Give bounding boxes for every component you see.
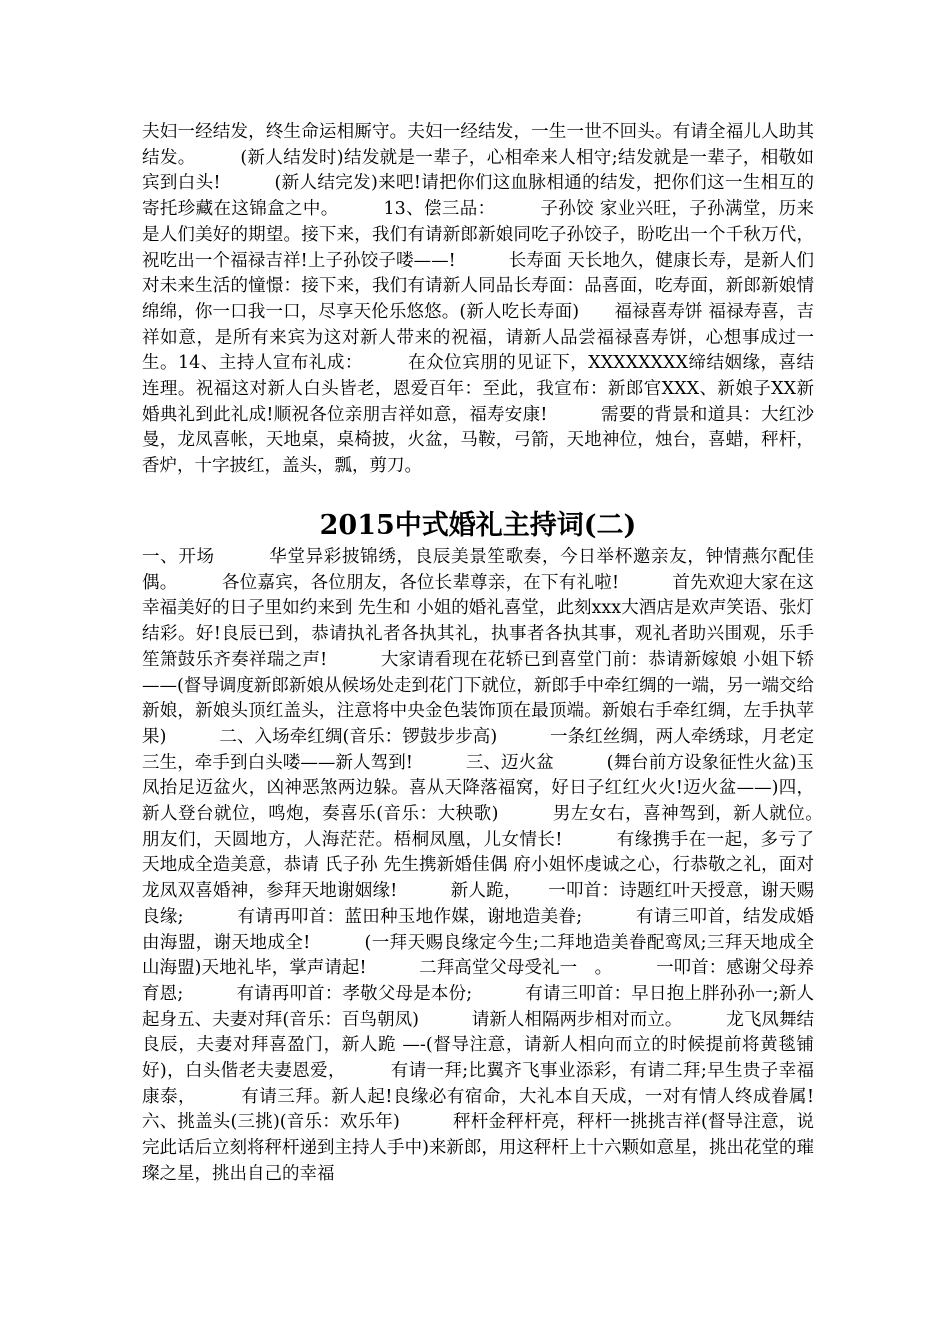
paragraph-ceremony-script-two: 一、开场 华堂异彩披锦绣，良辰美景笙歌奏，今日举杯邀亲友，钟情燕尔配佳偶。 各位嘉宾，各位朋友，各位长辈尊亲，在下有礼啦! 首先欢迎大家在这幸福美好的日子里如约来到 先生和 小姐的婚礼喜堂，此刻xxx大酒店是欢声笑语、张灯结彩。好!良辰已到，恭请执礼者各执其礼，执事者各执其事，观礼者助兴围观，乐手笙箫鼓乐齐奏祥瑞之声! 大家请看现在花轿已到喜堂门前：恭请新嫁娘 小姐下轿——(督导调度新郎新娘从候场处走到花门下就位，新郎手中牵红绸的一端，另一端交给新娘，新娘头顶红盖头，注意将中央金色装饰顶在最顶端。新娘右手牵红绸，左手执苹果) 二、入场牵红绸(音乐：锣鼓步步高) 一条红丝绸，两人牵绣球，月老定三生，牵手到白头喽——新人驾到! 三、迈火盆 (舞台前方设象征性火盆)玉凤抬足迈盆火，凶神恶煞两边躲。喜从天降落福窝，好日子红红火火!迈火盆——)四，新人登台就位，鸣炮，奏喜乐(音乐：大秧歌) 男左女右，喜神驾到，新人就位。 朋友们，天圆地方，人海茫茫。梧桐凤凰，儿女情长! 有缘携手在一起，多亏了天地成全造美意，恭请 氏子孙 先生携新婚佳偶 府小姐怀虔诚之心，行恭敬之礼，面对龙凤双喜婚神，参拜天地谢姻缘! 新人跪， 一叩首：诗题红叶天授意，谢天赐良缘; 有请再叩首：蓝田种玉地作媒，谢地造美眷; 有请三叩首，结发成婚由海盟，谢天地成全! (一拜天赐良缘定今生;二拜地造美眷配鸾凤;三拜天地成全山海盟)天地礼毕，掌声请起! 二拜高堂父母受礼一 。 一叩首：感谢父母养育恩; 有请再叩首：孝敬父母是本份; 有请三叩首：早日抱上胖孙孙一;新人起身五、夫妻对拜(音乐：百鸟朝凤) 请新人相隔两步相对而立。 龙飞凤舞结良辰，夫妻对拜喜盈门，新人跪 —-(督导注意，请新人相向而立的时候提前将黄毯铺好)，白头偕老夫妻恩爱， 有请一拜;比翼齐飞事业添彩，有请二拜;早生贵子幸福康泰， 有请三拜。新人起!良缘必有宿命，大礼本自天成，一对有情人终成眷属! 六、挑盖头(三挑)(音乐：欢乐年) 秤杆金秤杆亮，秤杆一挑挑吉祥(督导注意，说完此话后立刻将秤杆递到主持人手中)来新郎，用这秤杆上十六颗如意星，挑出花堂的璀璨之星，挑出自己的幸福	[142, 547, 867, 1184]
section-title: 2015中式婚礼主持词(二)	[319, 510, 637, 541]
paragraph-continued-ceremony: 夫妇一经结发，终生命运相厮守。夫妇一经结发，一生一世不回头。有请全福儿人助其结发。 (新人结发时)结发就是一辈子，心相牵来人相守;结发就是一辈子，相敬如宾到白头! (新人结完发)来吧!请把你们这血脉相通的结发，把你们这一生相互的寄托珍藏在这锦盒之中。 13、偿三品： 子孙饺 家业兴旺，子孙满堂，历来是人们美好的期望。接下来，我们有请新郎新娘同吃子孙饺子，盼吃出一个千秋万代，祝吃出一个福禄吉祥!上子孙饺子喽——! 长寿面 天长地久，健康长寿，是新人们对未来生活的憧憬：接下来，我们有请新人同品长寿面：品喜面，吃寿面，新郎新娘情绵绵，你一口我一口，尽享天伦乐悠悠。(新人吃长寿面) 福禄喜寿饼 福禄寿喜，吉祥如意，是所有来宾为这对新人带来的祝福，请新人品尝福禄喜寿饼，心想事成过一生。14、主持人宣布礼成： 在众位宾朋的见证下，XXXXXXXX缔结姻缘，喜结连理。祝福这对新人白头皆老，恩爱百年：至此，我宣布：新郎官XXX、新娘子XX新婚典礼到此礼成!顺祝各位亲朋吉祥如意，福寿安康! 需要的背景和道具：大红沙曼，龙凤喜帐，天地桌，桌椅披，火盆，马鞍，弓箭，天地神位，烛台，喜蜡，秤杆，香炉，十字披红，盖头，瓢，剪刀。	[142, 122, 814, 477]
